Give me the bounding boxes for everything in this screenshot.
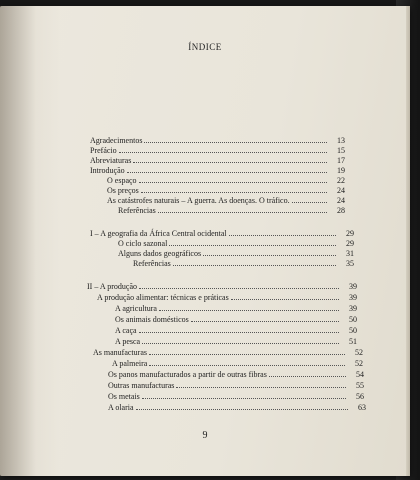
toc-entry-animais-domesticos: Os animais domésticos 50 [115, 315, 357, 324]
toc-entry-abreviaturas: Abreviaturas 17 [90, 156, 345, 165]
toc-entry-olaria: A olaria 63 [108, 403, 366, 412]
toc-entry-panos: Os panos manufacturados a partir de outras fibras 54 [108, 370, 364, 379]
toc-entry-metais: Os metais 56 [108, 392, 364, 401]
toc-entry-referencias-intro: Referências 28 [118, 206, 345, 215]
toc-entry-o-espaco: O espaço 22 [107, 176, 345, 185]
toc-entry-catastrofes: As catástrofes naturais – A guerra. As doenças. O tráfico. 24 [107, 196, 345, 205]
toc-entry-manufacturas: As manufacturas 52 [93, 348, 363, 357]
toc-entry-outras-manufacturas: Outras manufacturas 55 [108, 381, 364, 390]
toc-entry-pesca: A pesca 51 [115, 337, 357, 346]
toc-entry-palmeira: A palmeira 52 [112, 359, 363, 368]
toc-entry-chapter-2: II – A produção 39 [87, 282, 357, 291]
toc-entry-agricultura: A agricultura 39 [115, 304, 357, 313]
book-page [0, 6, 410, 476]
toc-entry-ciclo-sazonal: O ciclo sazonal 29 [118, 239, 354, 248]
table-of-contents [0, 6, 410, 476]
page-number: 9 [202, 430, 208, 441]
toc-entry-chapter-1: I – A geografia da África Central ocidental 29 [90, 229, 354, 238]
toc-entry-producao-alimentar: A produção alimentar: técnicas e práticas 39 [97, 293, 357, 302]
toc-entry-referencias-ch1: Referências 35 [133, 259, 354, 268]
index-title: ÍNDICE [188, 42, 222, 52]
toc-entry-caca: A caça 50 [115, 326, 357, 335]
toc-entry-dados-geograficos: Alguns dados geográficos 31 [118, 249, 354, 258]
toc-entry-agradecimentos: Agradecimentos 13 [90, 136, 345, 145]
toc-entry-introducao: Introdução 19 [90, 166, 345, 175]
toc-entry-os-precos: Os preços 24 [107, 186, 345, 195]
toc-entry-prefacio: Prefácio 15 [90, 146, 345, 155]
